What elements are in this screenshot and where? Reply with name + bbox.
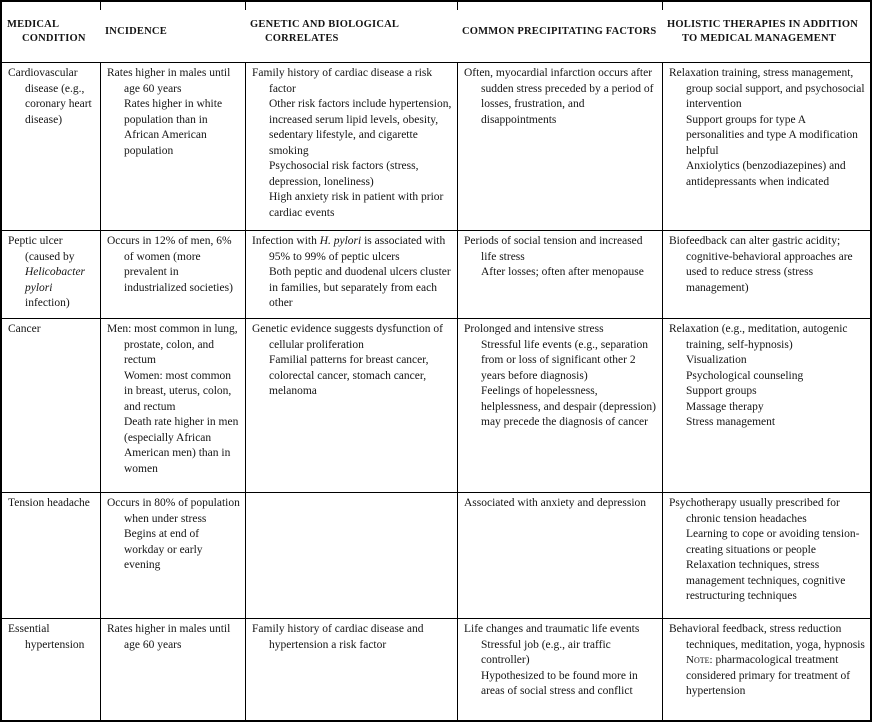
- cell-paragraph: [686, 353, 866, 369]
- text-segment: Anxiolytics (benzodiazepines) and antidepressants when indicated: [686, 160, 846, 188]
- text-segment: Rates higher in males until age 60 years: [107, 623, 231, 651]
- text-segment: Often, myocardial infarction occurs after sudden stress preceded by a period of losses, frustration, and disappointments: [464, 67, 654, 126]
- text-segment: Relaxation training, stress management, group social support, and psychosocial intervention: [669, 67, 865, 110]
- text-segment: Family history of cardiac disease a risk factor: [252, 67, 433, 95]
- cell-paragraph: [481, 669, 658, 700]
- cell-paragraph: [669, 622, 866, 653]
- text-segment: infection): [25, 297, 70, 309]
- text-segment: Genetic evidence suggests dysfunction of cellular proliferation: [252, 323, 443, 351]
- cell-paragraph: [464, 66, 658, 128]
- table-cell: [457, 492, 662, 618]
- text-segment: Occurs in 80% of population when under stress: [107, 497, 240, 525]
- cell-paragraph: [669, 496, 866, 527]
- table-cell: [245, 62, 457, 230]
- text-segment: Behavioral feedback, stress reduction techniques, meditation, yoga, hypnosis: [669, 623, 865, 651]
- cell-paragraph: [269, 353, 453, 400]
- cell-paragraph: [124, 369, 241, 416]
- text-segment: Psychological counseling: [686, 369, 804, 382]
- text-segment: Psychotherapy usually prescribed for chronic tension headaches: [669, 497, 840, 525]
- text-segment: Relaxation techniques, stress management techniques, cognitive restructuring techniques: [686, 559, 846, 602]
- text-segment: Both peptic and duodenal ulcers cluster in families, but separately from each other: [269, 266, 451, 309]
- cell-paragraph: [8, 66, 96, 128]
- table-cell: [100, 62, 245, 230]
- table-cell: [100, 618, 245, 720]
- text-segment: Massage therapy: [686, 400, 764, 413]
- text-segment: High anxiety risk in patient with prior cardiac events: [269, 191, 444, 219]
- text-segment: Stressful life events (e.g., separation from or loss of significant other 2 years before diagnosis): [481, 338, 649, 382]
- text-segment: Occurs in 12% of men, 6% of women (more prevalent in industrialized societies): [107, 235, 233, 294]
- text-segment: Stress management: [686, 416, 776, 428]
- cell-paragraph: [124, 97, 241, 159]
- cell-paragraph: [8, 622, 96, 653]
- text-segment: Relaxation (e.g., meditation, autogenic training, self-hypnosis): [669, 323, 848, 351]
- text-segment: Rates higher in males until age 60 years: [107, 67, 231, 95]
- table-cell: [100, 492, 245, 618]
- condition-cell: [2, 492, 100, 618]
- cell-paragraph: [269, 265, 453, 312]
- text-segment: Psychosocial risk factors (stress, depression, loneliness): [269, 160, 419, 188]
- cell-paragraph: [481, 338, 658, 385]
- text-segment: Begins at end of workday or early evening: [124, 528, 203, 571]
- cell-paragraph: [481, 384, 658, 431]
- cell-paragraph: [8, 496, 96, 512]
- text-segment: Family history of cardiac disease and hypertension a risk factor: [252, 623, 424, 651]
- text-segment: pharmacological treatment considered primary for treatment of hypertension: [686, 654, 851, 697]
- text-segment: Stressful job (e.g., air traffic controller): [481, 638, 611, 666]
- cell-paragraph: [481, 265, 658, 281]
- column-divider-tick: [245, 2, 246, 10]
- text-segment: Other risk factors include hypertension, increased serum lipid levels, obesity, sedentary lifestyle, and cigarette smoking: [269, 98, 452, 157]
- cell-paragraph: [686, 527, 866, 558]
- text-segment: Support groups: [686, 385, 757, 397]
- cell-paragraph: [269, 97, 453, 159]
- cell-paragraph: [269, 190, 453, 221]
- table-cell: [100, 318, 245, 492]
- text-segment: Periods of social tension and increased life stress: [464, 235, 643, 263]
- column-header-genetic-biological-correlates: [245, 2, 457, 62]
- text-segment: Prolonged and intensive stress: [464, 323, 604, 335]
- cell-paragraph: [669, 322, 866, 353]
- text-segment: is associated with 95% to 99% of peptic ulcers: [269, 235, 446, 263]
- column-header-common-precipitating-factors: [457, 2, 662, 62]
- cell-paragraph: [8, 322, 96, 338]
- text-segment: Cardiovascular disease (e.g., coronary heart disease): [8, 67, 92, 126]
- table-cell: [662, 492, 870, 618]
- cell-paragraph: [8, 234, 96, 312]
- table-cell: [245, 492, 457, 618]
- cell-paragraph: [107, 322, 241, 369]
- note-label: Note:: [686, 654, 713, 666]
- text-segment: Rates higher in white population than in African American population: [124, 98, 223, 157]
- table-cell: [457, 318, 662, 492]
- table-cell: [662, 318, 870, 492]
- table-cell: [662, 230, 870, 318]
- cell-paragraph: [464, 322, 658, 338]
- text-segment: Learning to cope or avoiding tension-creating situations or people: [686, 528, 860, 556]
- cell-paragraph: [686, 369, 866, 385]
- italic-text: Helicobacter pylori: [25, 266, 86, 294]
- column-header-medical-condition: [2, 2, 100, 62]
- italic-text: H. pylori: [319, 235, 362, 247]
- cell-paragraph: [464, 496, 658, 512]
- table-cell: [100, 230, 245, 318]
- cell-paragraph: [686, 558, 866, 605]
- column-header-label: MEDICAL CONDITION: [7, 19, 86, 44]
- table-cell: [662, 62, 870, 230]
- text-segment: Death rate higher in men (especially African American men) than in women: [124, 416, 239, 475]
- cell-paragraph: [252, 66, 453, 97]
- column-header-holistic-therapies: [662, 2, 870, 62]
- text-segment: Peptic ulcer (caused by: [8, 235, 75, 263]
- cell-paragraph: [686, 159, 866, 190]
- table-cell: [457, 230, 662, 318]
- cell-paragraph: [252, 234, 453, 265]
- table-cell: [662, 618, 870, 720]
- cell-paragraph: [269, 159, 453, 190]
- text-segment: After losses; often after menopause: [481, 266, 644, 278]
- text-segment: Essential hypertension: [8, 623, 85, 651]
- column-header-label: COMMON PRECIPITATING FACTORS: [462, 26, 657, 37]
- cell-paragraph: [686, 113, 866, 160]
- text-segment: Cancer: [8, 323, 41, 335]
- cell-paragraph: [686, 400, 866, 416]
- column-header-label: GENETIC AND BIOLOGICAL CORRELATES: [250, 19, 399, 44]
- cell-paragraph: [252, 322, 453, 353]
- cell-paragraph: [686, 653, 866, 700]
- column-divider-tick: [457, 2, 458, 10]
- text-segment: Men: most common in lung, prostate, colon, and rectum: [107, 323, 238, 366]
- text-segment: Familial patterns for breast cancer, colorectal cancer, stomach cancer, melanoma: [269, 354, 429, 397]
- text-segment: Infection with: [252, 235, 320, 247]
- text-segment: Biofeedback can alter gastric acidity; cognitive-behavioral approaches are used to reduce stress (stress management): [669, 235, 853, 294]
- column-divider-tick: [662, 2, 663, 10]
- cell-paragraph: [107, 496, 241, 527]
- condition-cell: [2, 618, 100, 720]
- text-segment: Associated with anxiety and depression: [464, 497, 647, 509]
- text-segment: Life changes and traumatic life events: [464, 623, 640, 635]
- table-grid: [2, 2, 870, 720]
- column-header-label: HOLISTIC THERAPIES IN ADDITION TO MEDICAL MANAGEMENT: [667, 19, 859, 44]
- table-cell: [457, 62, 662, 230]
- cell-paragraph: [686, 415, 866, 431]
- cell-paragraph: [464, 234, 658, 265]
- cell-paragraph: [107, 234, 241, 296]
- text-segment: Feelings of hopelessness, helplessness, and despair (depression) may precede the diagnosis of cancer: [481, 385, 657, 428]
- text-segment: Tension headache: [8, 497, 90, 509]
- cell-paragraph: [124, 527, 241, 574]
- cell-paragraph: [252, 622, 453, 653]
- text-segment: Women: most common in breast, uterus, colon, and rectum: [124, 369, 232, 413]
- text-segment: Support groups for type A personalities and type A modification helpful: [686, 113, 858, 157]
- text-segment: Visualization: [686, 354, 747, 366]
- cell-paragraph: [686, 384, 866, 400]
- table-cell: [457, 618, 662, 720]
- column-divider-tick: [100, 2, 101, 10]
- cell-paragraph: [107, 66, 241, 97]
- cell-paragraph: [669, 234, 866, 296]
- cell-paragraph: [464, 622, 658, 638]
- table-cell: [245, 618, 457, 720]
- condition-cell: [2, 318, 100, 492]
- table-cell: [245, 318, 457, 492]
- cell-paragraph: [669, 66, 866, 113]
- column-header-incidence: [100, 2, 245, 62]
- cell-paragraph: [107, 622, 241, 653]
- condition-cell: [2, 62, 100, 230]
- cell-paragraph: [481, 638, 658, 669]
- column-header-label: INCIDENCE: [105, 26, 167, 37]
- cell-paragraph: [124, 415, 241, 477]
- text-segment: Hypothesized to be found more in areas of social stress and conflict: [481, 669, 638, 697]
- condition-cell: [2, 230, 100, 318]
- table-cell: [245, 230, 457, 318]
